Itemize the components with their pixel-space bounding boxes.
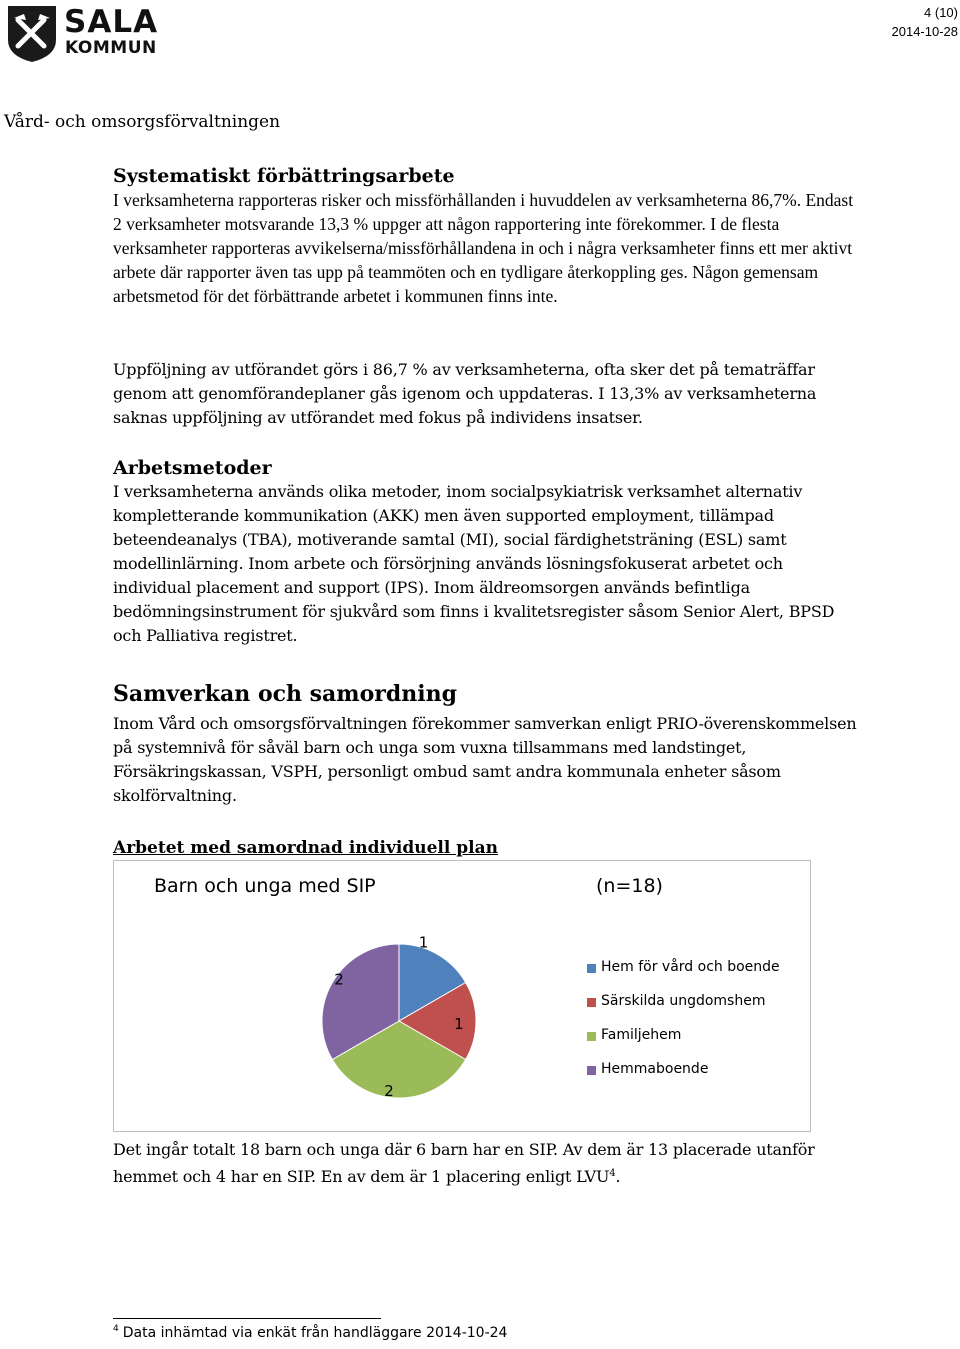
section-title: Arbetet med samordnad individuell plan — [113, 838, 498, 858]
caption-end: . — [615, 1167, 621, 1186]
legend-swatch — [587, 1032, 596, 1041]
section-sip — [113, 836, 858, 860]
section-cooperation — [113, 680, 858, 808]
pie-data-label: 1 — [418, 933, 429, 952]
section-follow-up — [113, 358, 858, 430]
footnote-text: Data inhämtad via enkät från handläggare 2014-10-24 — [122, 1325, 508, 1341]
sala-crest-icon — [4, 4, 60, 64]
legend-label: Särskilda ungdomshem — [601, 993, 766, 1009]
department-name: Vård- och omsorgsförvaltningen — [4, 112, 281, 132]
chart-n-label: (n=18) — [596, 875, 663, 897]
legend-item — [587, 1027, 780, 1061]
paragraph: Uppföljning av utförandet görs i 86,7 % av verksamheterna, ofta sker det på tematräffar genom att genomförandeplaner gås igenom och uppdateras. I 13,3% av verksamheterna saknas uppföljning av utförandet med fokus på individens insatser. — [113, 360, 817, 427]
logo-text-kommun: KOMMUN — [65, 38, 157, 58]
paragraph: Inom Vård och omsorgsförvaltningen förekommer samverkan enligt PRIO-överenskommelsen på systemnivå för såväl barn och unga som vuxna tillsammans med landstinget, Försäkringskassan, VSPH, personligt ombud samt andra kommunala enheter såsom skolförvaltning. — [113, 714, 857, 805]
footnote-number: 4 — [113, 1324, 119, 1334]
section-title: Samverkan och samordning — [113, 681, 457, 707]
paragraph — [113, 1138, 858, 1189]
page-number: 4 (10) — [924, 5, 958, 20]
sala-kommun-logo — [4, 4, 164, 66]
legend-label: Familjehem — [601, 1027, 682, 1043]
page-info — [892, 3, 959, 41]
legend-swatch — [587, 1066, 596, 1075]
section-title: Arbetsmetoder — [113, 457, 272, 479]
footnote-ref: 4 — [609, 1168, 616, 1179]
pie-chart — [113, 860, 811, 1132]
section-work-methods — [113, 456, 858, 648]
pie-data-label: 2 — [334, 970, 344, 989]
legend-item — [587, 993, 780, 1027]
section-title: Systematiskt förbättringsarbete — [113, 165, 455, 187]
pie-data-label: 1 — [454, 1015, 464, 1033]
legend-item — [587, 1061, 780, 1095]
legend-label: Hem för vård och boende — [601, 959, 780, 975]
chart-legend — [587, 959, 780, 1095]
paragraph: I verksamheterna rapporteras risker och missförhållanden i huvuddelen av verksamheterna 86,7%. Endast 2 verksamheter motsvarande 13,3 % uppger att någon rapportering inte förekommer. I de flesta verksamheter rapporteras avvikelserna/missförhållandena in och i några verksamheter finns ett mer aktivt arbete där rapporter även tas upp på teammöten och en tydligare återkoppling ges. Någon gemensam arbetsmetod för det förbättrande arbetet i kommunen finns inte. — [113, 190, 854, 306]
footnote — [113, 1324, 507, 1341]
legend-swatch — [587, 998, 596, 1007]
pie-data-label: 2 — [384, 1082, 394, 1100]
footnote-divider — [113, 1318, 381, 1319]
chart-caption — [113, 1138, 858, 1189]
paragraph: I verksamheterna används olika metoder, inom socialpsykiatrisk verksamhet alternativ kompletterande kommunikation (AKK) men även supported employment, tillämpad beteendeanalys (TBA), motiverande samtal (MI), social färdighetsträning (ESL) samt modellinlärning. Inom arbete och försörjning används lösningsfokuserat arbetet och individual placement and support (IPS). Inom äldreomsorgen används befintliga bedömningsinstrument för sjukvård som finns i kvalitetsregister såsom Senior Alert, BPSD och Palliativa registret. — [113, 482, 835, 645]
section-systematic-improvement — [113, 164, 858, 308]
legend-item — [587, 959, 780, 993]
chart-title: Barn och unga med SIP — [154, 875, 376, 897]
legend-swatch — [587, 964, 596, 973]
page-date: 2014-10-28 — [891, 24, 958, 39]
legend-label: Hemmaboende — [601, 1061, 709, 1077]
logo-text-sala: SALA — [64, 4, 159, 40]
caption-text: Det ingår totalt 18 barn och unga där 6 barn har en SIP. Av dem är 13 placerade utanför hemmet och 4 har en SIP. En av dem är 1 placering enligt LVU — [113, 1140, 815, 1186]
